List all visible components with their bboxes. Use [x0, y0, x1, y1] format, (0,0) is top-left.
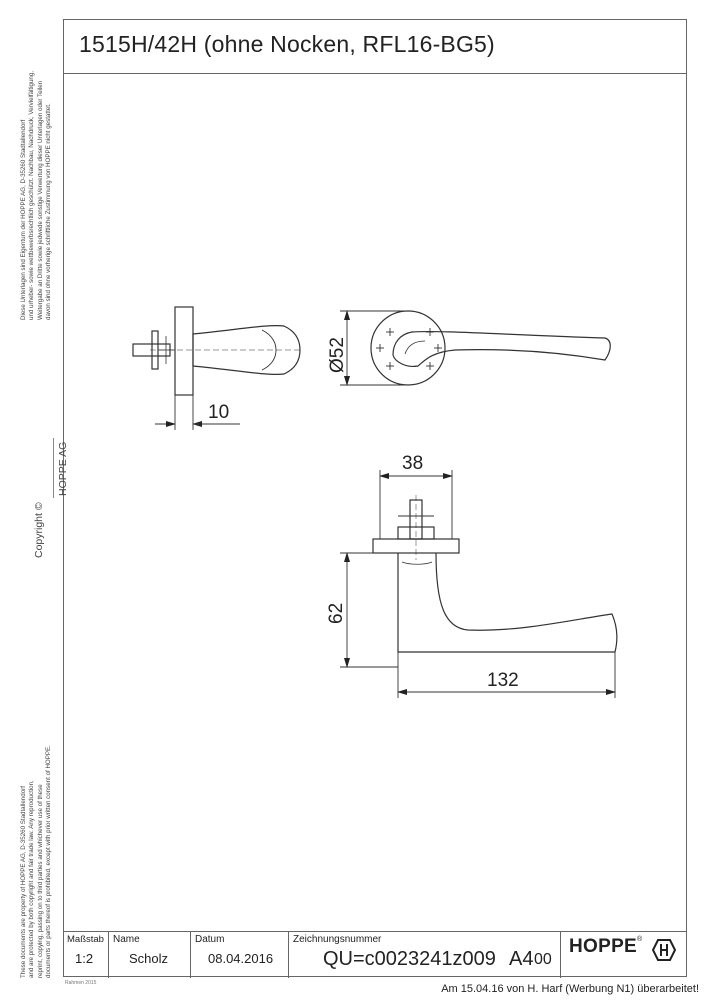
legal-de-line: Diese Unterlagen sind Eigentum der HOPPE AG, D-35260 Stadtallendorf	[20, 119, 27, 320]
drawing-number-cell	[288, 932, 560, 978]
name-label: Name	[113, 934, 140, 945]
date-value: 08.04.2016	[208, 951, 274, 966]
frame-version-label: Rahmen 2015	[65, 980, 97, 986]
rose-screws	[376, 328, 442, 370]
scale-cell	[63, 932, 108, 978]
copyright-owner: HOPPE AG	[57, 441, 69, 496]
dim-text-handle-length: 132	[487, 670, 519, 691]
copyright-label: Copyright ©	[33, 502, 45, 558]
revision-index: 00	[534, 951, 552, 968]
rose-side	[175, 307, 193, 395]
dim-text-rose-width: 38	[402, 453, 424, 474]
drawing-number-value: QU=c0023241z009	[323, 948, 496, 970]
dim-text-handle-height: 62	[326, 602, 347, 624]
legal-de-line: Weitergabe an Dritte sowie jedwede sonstige Verwertung dieser Unterlagen oder Teilen	[36, 80, 44, 320]
legal-en-line: reprint, copying, passing on to third parties and whichever use of these	[36, 784, 44, 978]
front-view	[371, 311, 610, 385]
legal-en-line: These documents are property of HOPPE AG, D-35260 Stadtallendorf	[20, 786, 27, 978]
scale-label: Maßstab	[67, 934, 104, 945]
lever-top	[398, 553, 617, 652]
revision-note: Am 15.04.16 von H. Harf (Werbung N1) überarbeitet!	[441, 983, 699, 995]
dim-text-rose-diameter: Ø52	[327, 337, 348, 373]
dim-handle-height	[340, 553, 398, 667]
drawing-number-label: Zeichnungsnummer	[293, 934, 382, 945]
lever-front	[393, 332, 610, 367]
dim-text-rose-thickness: 10	[208, 402, 230, 423]
paper-format: A4	[509, 948, 534, 970]
legal-de-line: und urheber- sowie wettbewerbsrechtlich geschützt. Nachbau, Nachdruck, Vervielfältigung,	[28, 70, 36, 320]
hoppe-logo	[569, 936, 643, 958]
hoppe-logo-icon	[652, 939, 676, 961]
side-view	[133, 307, 300, 395]
date-cell	[190, 932, 288, 978]
legal-en-line: documents or parts thereof is prohibited, except with prior written consent of HOPPE.	[44, 745, 52, 978]
drawing-title: 1515H/42H (ohne Nocken, RFL16-BG5)	[79, 31, 495, 57]
top-view	[373, 495, 617, 652]
name-cell	[108, 932, 190, 978]
legal-de-line: davon sind ohne vorherige schriftliche Zustimmung von HOPPE nicht gestattet.	[44, 103, 52, 320]
date-label: Datum	[195, 934, 225, 945]
legal-en-line: and are protected by both copyright and fair trade law. Any reproduction,	[28, 780, 36, 978]
logo-registered-mark: ®	[637, 936, 643, 943]
logo-text: HOPPE	[569, 936, 638, 957]
name-value: Scholz	[129, 951, 169, 966]
scale-value: 1:2	[75, 951, 94, 966]
dim-rose-diameter	[340, 311, 408, 385]
